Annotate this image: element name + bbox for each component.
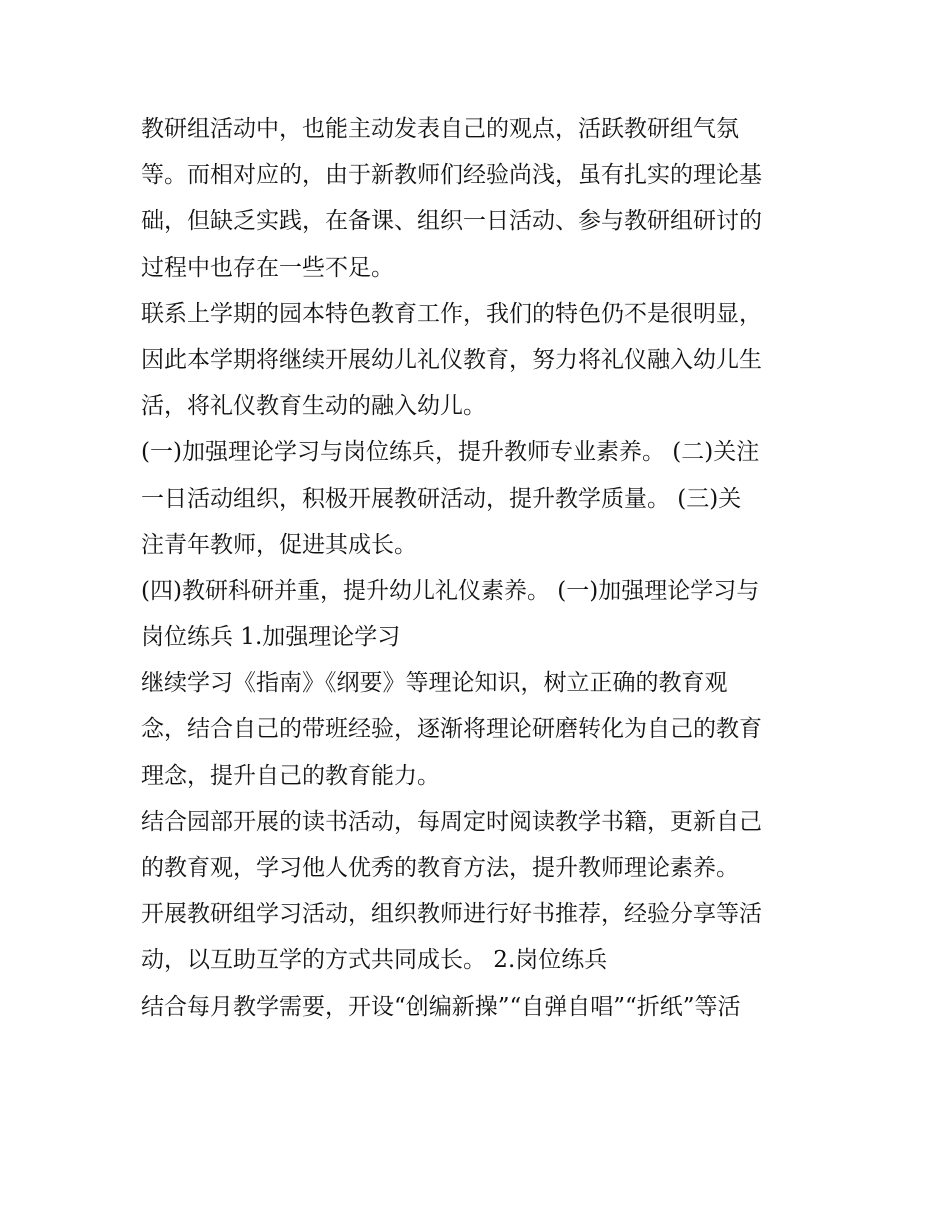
text-line: 注青年教师，促进其成长。 <box>141 531 417 558</box>
text-line: 念，结合自己的带班经验，逐渐将理论研磨转化为自己的教育 <box>141 716 762 743</box>
text-line: 教研组活动中，也能主动发表自己的观点，活跃教研组气氛 <box>141 116 739 142</box>
body-text <box>141 106 821 1030</box>
text-line: 活，将礼仪教育生动的融入幼儿。 <box>141 393 486 420</box>
text-line: 因此本学期将继续开展幼儿礼仪教育，努力将礼仪融入幼儿生 <box>141 346 762 373</box>
text-line: 结合园部开展的读书活动，每周定时阅读教学书籍，更新自己 <box>141 808 762 835</box>
text-line: (四)教研科研并重，提升幼儿礼仪素养。 (一)加强理论学习与 <box>141 577 760 604</box>
text-line: 的教育观，学习他人优秀的教育方法，提升教师理论素养。 <box>141 855 739 881</box>
text-line: 结合每月教学需要，开设“创编新操”“自弹自唱”“折纸”等活 <box>141 993 741 1020</box>
text-line: 联系上学期的园本特色教育工作，我们的特色仍不是很明显， <box>141 300 762 327</box>
text-line: 理念，提升自己的教育能力。 <box>141 762 440 789</box>
text-line: 等。而相对应的，由于新教师们经验尚浅，虽有扎实的理论基 <box>141 162 762 189</box>
text-line: 一日活动组织，积极开展教研活动，提升教学质量。 (三)关 <box>141 485 742 512</box>
text-line: 过程中也存在一些不足。 <box>141 254 394 281</box>
text-line: 础，但缺乏实践，在备课、组织一日活动、参与教研组研讨的 <box>141 208 762 235</box>
text-line: 岗位练兵 1.加强理论学习 <box>141 624 401 651</box>
text-line: 继续学习《指南》《纲要》等理论知识，树立正确的教育观 <box>141 670 728 697</box>
text-line: 开展教研组学习活动，组织教师进行好书推荐，经验分享等活 <box>141 901 762 928</box>
text-line: (一)加强理论学习与岗位练兵，提升教师专业素养。 (二)关注 <box>141 439 760 466</box>
text-line: 动，以互助互学的方式共同成长。 2.岗位练兵 <box>141 947 608 974</box>
